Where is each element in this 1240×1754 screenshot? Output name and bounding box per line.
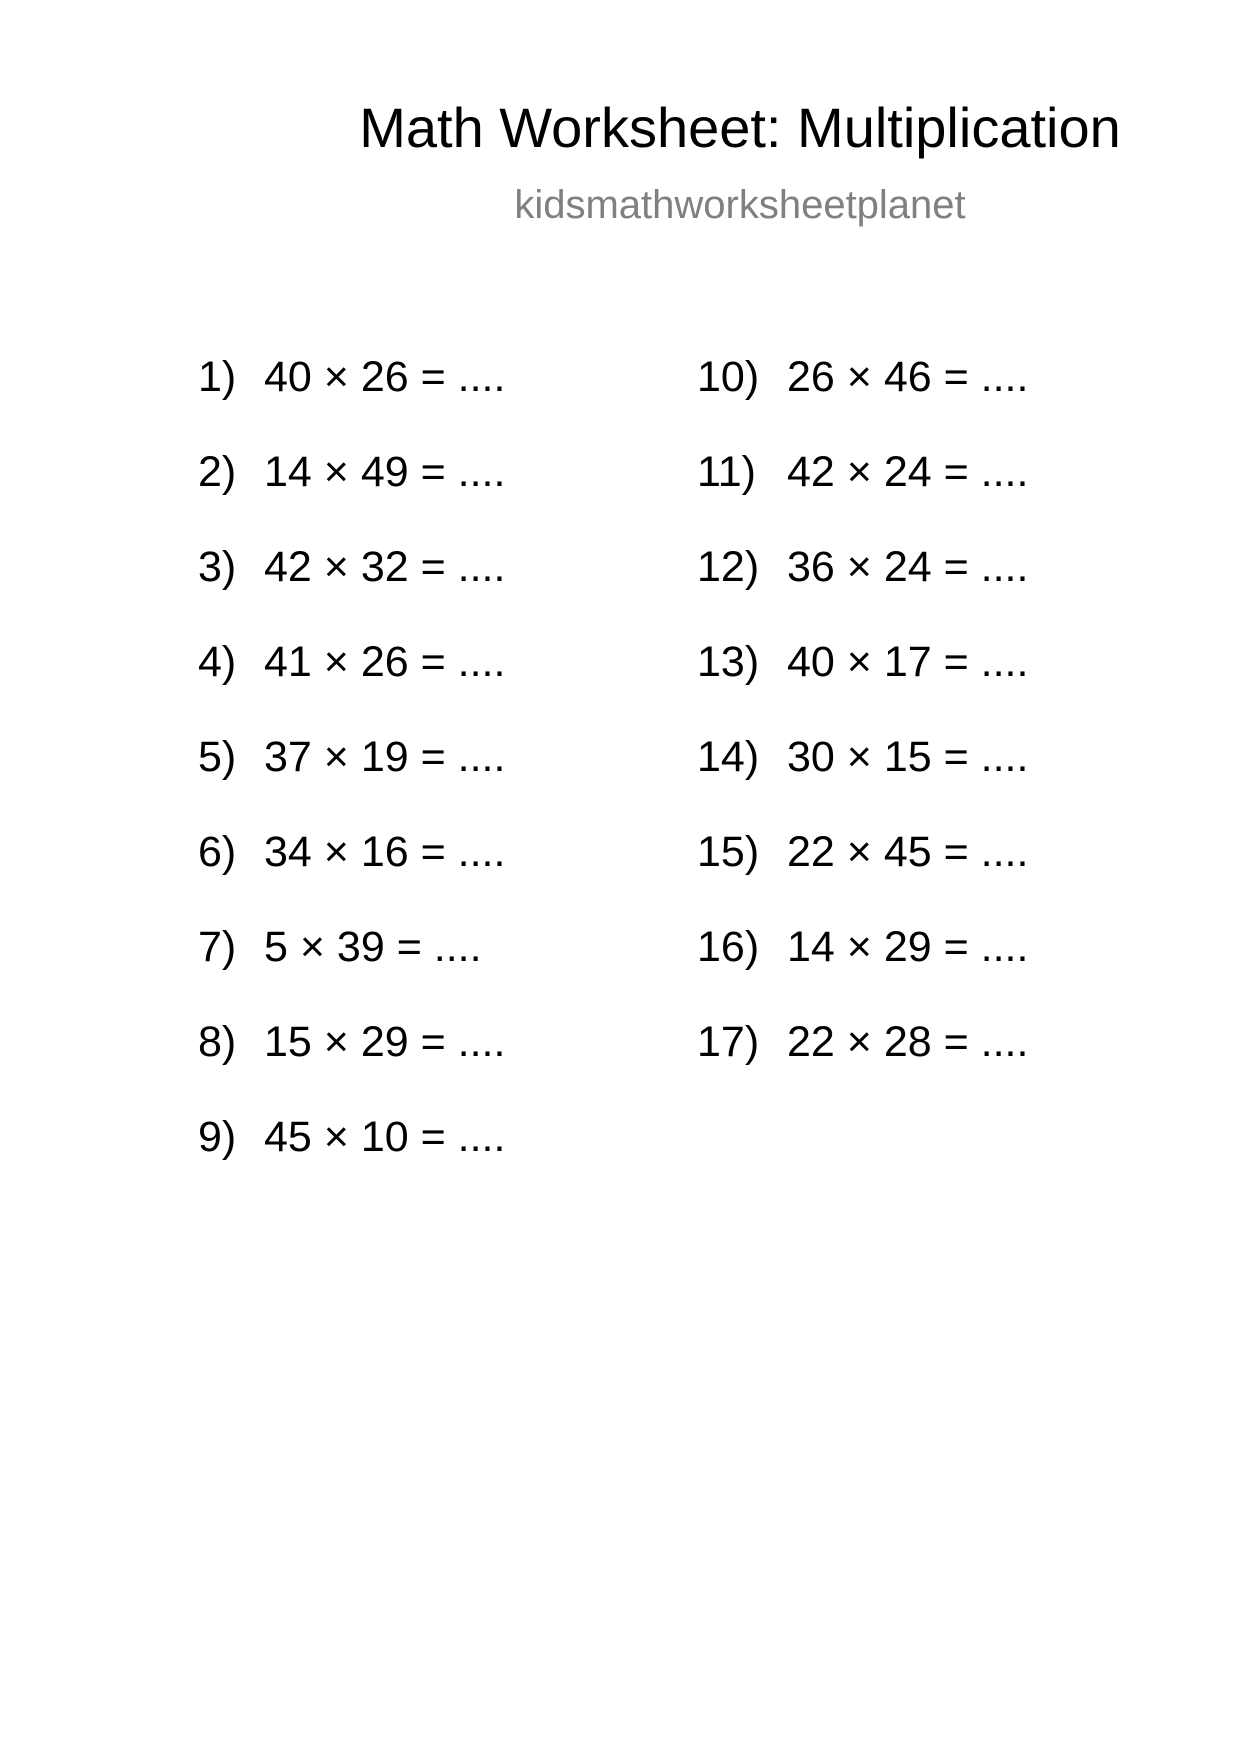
problems-column-right	[697, 352, 1028, 1112]
problem-number: 17)	[697, 1018, 760, 1066]
problem-number: 16)	[697, 923, 760, 971]
problem-number: 5)	[198, 733, 237, 781]
problem-expression: 41 × 26 = ....	[264, 638, 506, 686]
problem-number: 4)	[198, 638, 237, 686]
problem-item	[697, 1017, 1028, 1112]
problem-number: 11)	[697, 448, 756, 496]
problem-number: 7)	[198, 923, 237, 971]
problem-expression: 40 × 26 = ....	[264, 353, 506, 401]
problem-expression: 34 × 16 = ....	[264, 828, 506, 876]
problem-item	[198, 637, 505, 732]
problem-expression: 30 × 15 = ....	[787, 733, 1029, 781]
page-subtitle: kidsmathworksheetplanet	[514, 183, 966, 227]
problem-expression: 15 × 29 = ....	[264, 1018, 506, 1066]
problem-item	[198, 447, 505, 542]
problem-item	[697, 637, 1028, 732]
problem-item	[198, 542, 505, 637]
problems-column-left	[198, 352, 505, 1207]
problem-expression: 14 × 29 = ....	[787, 923, 1029, 971]
problem-item	[697, 827, 1028, 922]
problem-item	[198, 352, 505, 447]
problem-number: 12)	[697, 543, 760, 591]
problem-expression: 22 × 28 = ....	[787, 1018, 1029, 1066]
problem-item	[697, 352, 1028, 447]
problem-number: 3)	[198, 543, 237, 591]
problem-expression: 45 × 10 = ....	[264, 1113, 506, 1161]
problem-number: 8)	[198, 1018, 237, 1066]
problem-expression: 37 × 19 = ....	[264, 733, 506, 781]
problem-expression: 5 × 39 = ....	[264, 923, 482, 971]
problem-item	[697, 732, 1028, 827]
problem-expression: 22 × 45 = ....	[787, 828, 1029, 876]
problem-item	[697, 542, 1028, 637]
problem-number: 14)	[697, 733, 760, 781]
problem-expression: 42 × 24 = ....	[787, 448, 1029, 496]
problem-number: 2)	[198, 448, 237, 496]
problem-item	[697, 922, 1028, 1017]
problem-item	[198, 1112, 505, 1207]
page-title: Math Worksheet: Multiplication	[359, 96, 1121, 159]
problem-item	[198, 922, 505, 1017]
problem-item	[198, 827, 505, 922]
problem-item	[697, 447, 1028, 542]
problem-number: 6)	[198, 828, 237, 876]
problem-expression: 36 × 24 = ....	[787, 543, 1029, 591]
problem-expression: 26 × 46 = ....	[787, 353, 1029, 401]
problem-number: 1)	[198, 353, 237, 401]
problem-expression: 42 × 32 = ....	[264, 543, 506, 591]
problem-item	[198, 1017, 505, 1112]
problem-number: 15)	[697, 828, 760, 876]
problem-expression: 40 × 17 = ....	[787, 638, 1029, 686]
problem-item	[198, 732, 505, 827]
problem-number: 9)	[198, 1113, 237, 1161]
problem-expression: 14 × 49 = ....	[264, 448, 506, 496]
problem-number: 13)	[697, 638, 760, 686]
problem-number: 10)	[697, 353, 760, 401]
